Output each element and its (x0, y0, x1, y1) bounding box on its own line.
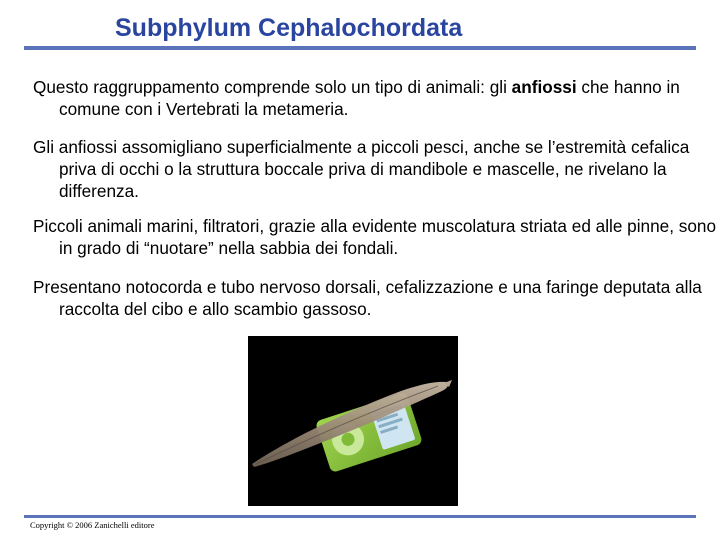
paragraph-1 (33, 76, 719, 120)
footer-divider (24, 515, 696, 518)
paragraph-1-bold: anfiossi (511, 77, 577, 97)
paragraph-4: Presentano notocorda e tubo nervoso dorsali, cefalizzazione e una faringe deputata alla raccolta del cibo e allo scambio gassoso. (33, 277, 702, 319)
paragraph-3: Piccoli animali marini, filtratori, grazie alla evidente muscolatura striata ed alle pinne, sono in grado di “nuotare” nella sabbia dei fondali. (33, 216, 717, 258)
paragraph-1-after: che hanno in comune con i Vertebrati la metameria. (59, 77, 680, 119)
paragraph-1-before: Questo raggruppamento comprende solo un tipo di animali: gli (33, 77, 512, 97)
copyright-notice: Copyright © 2006 Zanichelli editore (30, 520, 155, 530)
amphioxus-photo (248, 336, 458, 506)
paragraph-2: Gli anfiossi assomigliano superficialmente a piccoli pesci, anche se l’estremità cefalica priva di occhi o la struttura boccale priva di mandibole e mascelle, ne rivelano la differenza. (33, 137, 690, 201)
amphioxus-illustration (248, 336, 458, 506)
title-divider (24, 46, 696, 50)
slide-title: Subphylum Cephalochordata (115, 14, 463, 42)
